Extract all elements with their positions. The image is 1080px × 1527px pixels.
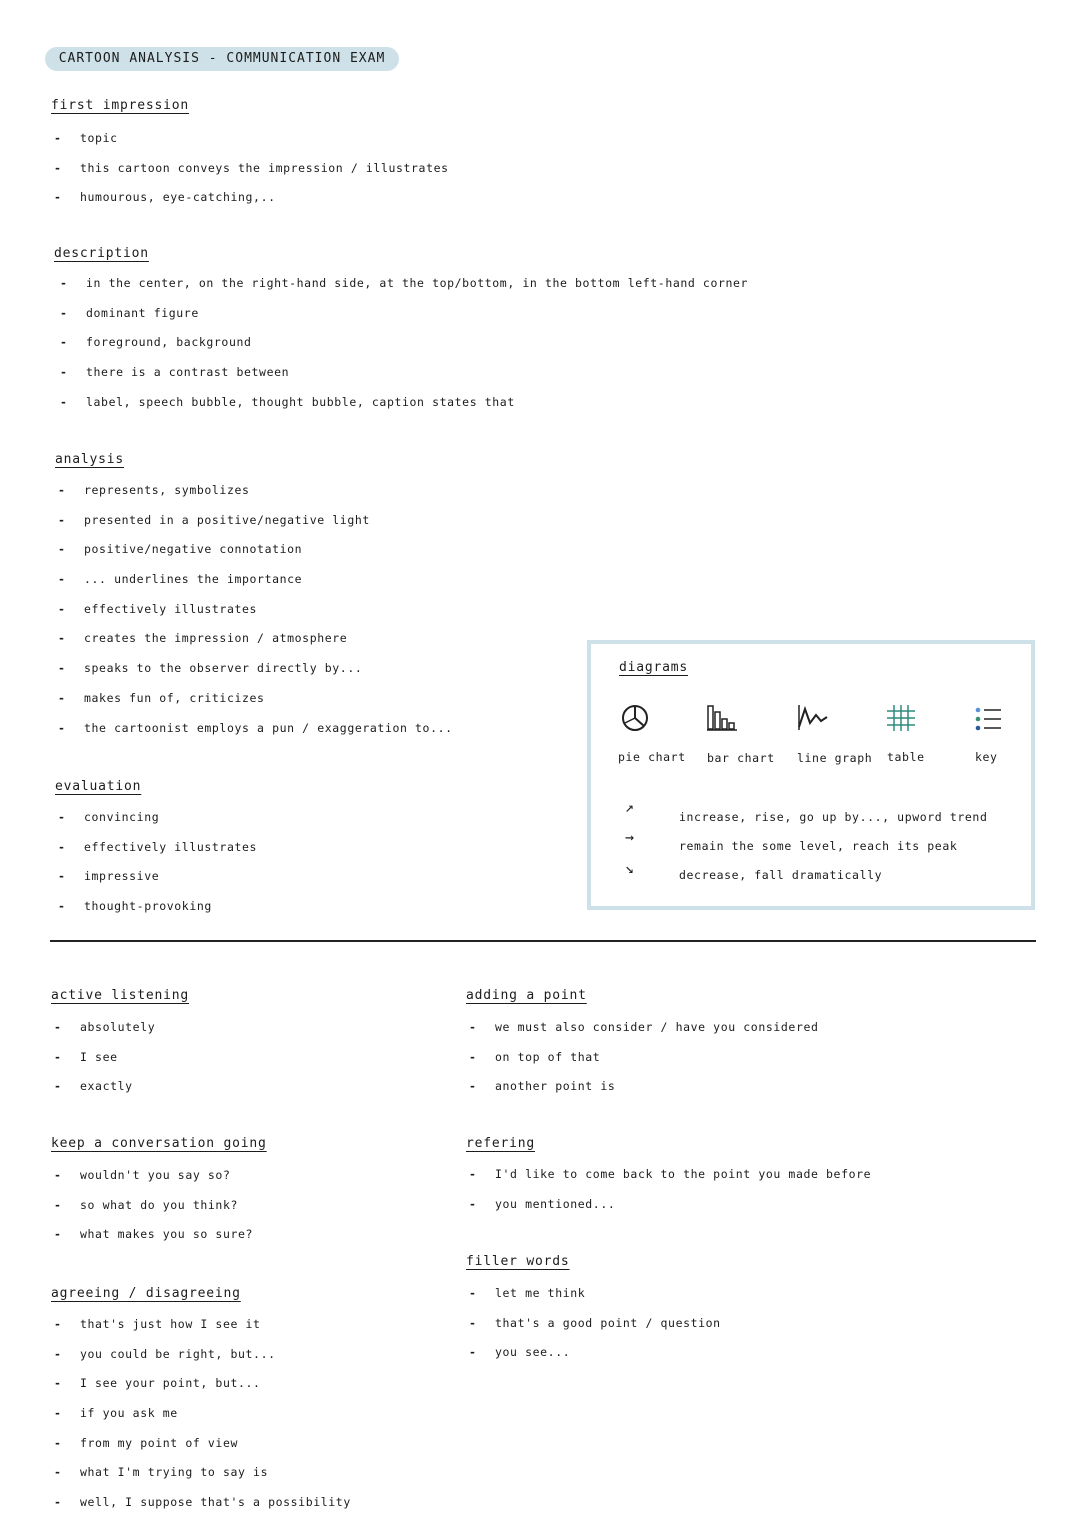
list-item: - makes fun of, criticizes — [84, 690, 453, 720]
list-item: - effectively illustrates — [84, 601, 453, 631]
analysis-list — [84, 482, 453, 749]
adding-point-heading: adding a point — [466, 988, 587, 1003]
pie-chart-label: pie chart — [618, 750, 686, 764]
trend-remain-text: remain the some level, reach its peak — [679, 839, 958, 853]
list-item: - ... underlines the importance — [84, 571, 453, 601]
list-item: - impressive — [84, 868, 257, 898]
analysis-heading: analysis — [55, 452, 125, 467]
line-graph-label: line graph — [797, 751, 873, 765]
refering-heading: refering — [466, 1136, 536, 1151]
list-item: - I see — [80, 1049, 155, 1079]
list-item: - exactly — [80, 1078, 155, 1108]
list-item: - we must also consider / have you considered — [495, 1019, 819, 1049]
bar-chart-label: bar chart — [707, 751, 775, 765]
list-item: - from my point of view — [80, 1435, 351, 1465]
list-item: - you could be right, but... — [80, 1346, 351, 1376]
agreeing-list — [80, 1316, 351, 1524]
table-icon — [885, 703, 917, 733]
evaluation-list — [84, 809, 257, 928]
section-divider — [50, 940, 1036, 942]
evaluation-heading: evaluation — [55, 779, 142, 794]
page-title: CARTOON ANALYSIS - COMMUNICATION EXAM — [45, 47, 399, 71]
arrow-right-icon: → — [625, 828, 635, 846]
list-item: - humourous, eye-catching,.. — [80, 189, 449, 219]
description-heading: description — [54, 246, 149, 261]
list-item: - that's just how I see it — [80, 1316, 351, 1346]
list-item: - in the center, on the right-hand side, at the top/bottom, in the bottom left-hand corner — [86, 275, 748, 305]
filler-words-list — [495, 1285, 721, 1374]
first-impression-heading: first impression — [51, 98, 190, 113]
bar-chart-icon — [706, 703, 738, 733]
arrow-up-icon: ↗ — [625, 798, 635, 816]
description-list — [86, 275, 748, 423]
list-item: - I see your point, but... — [80, 1375, 351, 1405]
keep-conversation-list — [80, 1167, 253, 1256]
line-graph-icon — [797, 703, 829, 733]
list-item: - so what do you think? — [80, 1197, 253, 1227]
filler-words-heading: filler words — [466, 1254, 570, 1269]
refering-list — [495, 1166, 871, 1225]
trend-decrease-text: decrease, fall dramatically — [679, 868, 883, 882]
keep-conversation-heading: keep a conversation going — [51, 1136, 267, 1151]
list-item: - you mentioned... — [495, 1196, 871, 1226]
list-item: - topic — [80, 130, 449, 160]
list-item: - another point is — [495, 1078, 819, 1108]
list-item: - effectively illustrates — [84, 839, 257, 869]
list-item: - presented in a positive/negative light — [84, 512, 453, 542]
list-item: - foreground, background — [86, 334, 748, 364]
list-item: - on top of that — [495, 1049, 819, 1079]
trend-increase-text: increase, rise, go up by..., upword trend — [679, 810, 988, 824]
list-item: - well, I suppose that's a possibility — [80, 1494, 351, 1524]
adding-point-list — [495, 1019, 819, 1108]
list-item: - wouldn't you say so? — [80, 1167, 253, 1197]
list-item: - creates the impression / atmosphere — [84, 630, 453, 660]
list-item: - the cartoonist employs a pun / exaggeration to... — [84, 720, 453, 750]
agreeing-heading: agreeing / disagreeing — [51, 1286, 241, 1301]
list-item: - let me think — [495, 1285, 721, 1315]
first-impression-list — [80, 130, 449, 219]
list-item: - you see... — [495, 1344, 721, 1374]
list-item: - represents, symbolizes — [84, 482, 453, 512]
key-label: key — [975, 750, 998, 764]
list-item: - what I'm trying to say is — [80, 1464, 351, 1494]
list-item: - convincing — [84, 809, 257, 839]
active-listening-list — [80, 1019, 155, 1108]
list-item: - what makes you so sure? — [80, 1226, 253, 1256]
list-item: - that's a good point / question — [495, 1315, 721, 1345]
pie-chart-icon — [620, 703, 650, 733]
table-label: table — [887, 750, 925, 764]
list-item: - speaks to the observer directly by... — [84, 660, 453, 690]
list-item: - this cartoon conveys the impression / illustrates — [80, 160, 449, 190]
active-listening-heading: active listening — [51, 988, 190, 1003]
list-item: - I'd like to come back to the point you made before — [495, 1166, 871, 1196]
list-item: - positive/negative connotation — [84, 541, 453, 571]
list-item: - thought-provoking — [84, 898, 257, 928]
list-item: - dominant figure — [86, 305, 748, 335]
key-icon — [973, 705, 1005, 733]
arrow-down-icon: ↘ — [625, 859, 635, 877]
list-item: - there is a contrast between — [86, 364, 748, 394]
list-item: - absolutely — [80, 1019, 155, 1049]
diagrams-heading: diagrams — [619, 660, 689, 675]
list-item: - if you ask me — [80, 1405, 351, 1435]
list-item: - label, speech bubble, thought bubble, caption states that — [86, 394, 748, 424]
